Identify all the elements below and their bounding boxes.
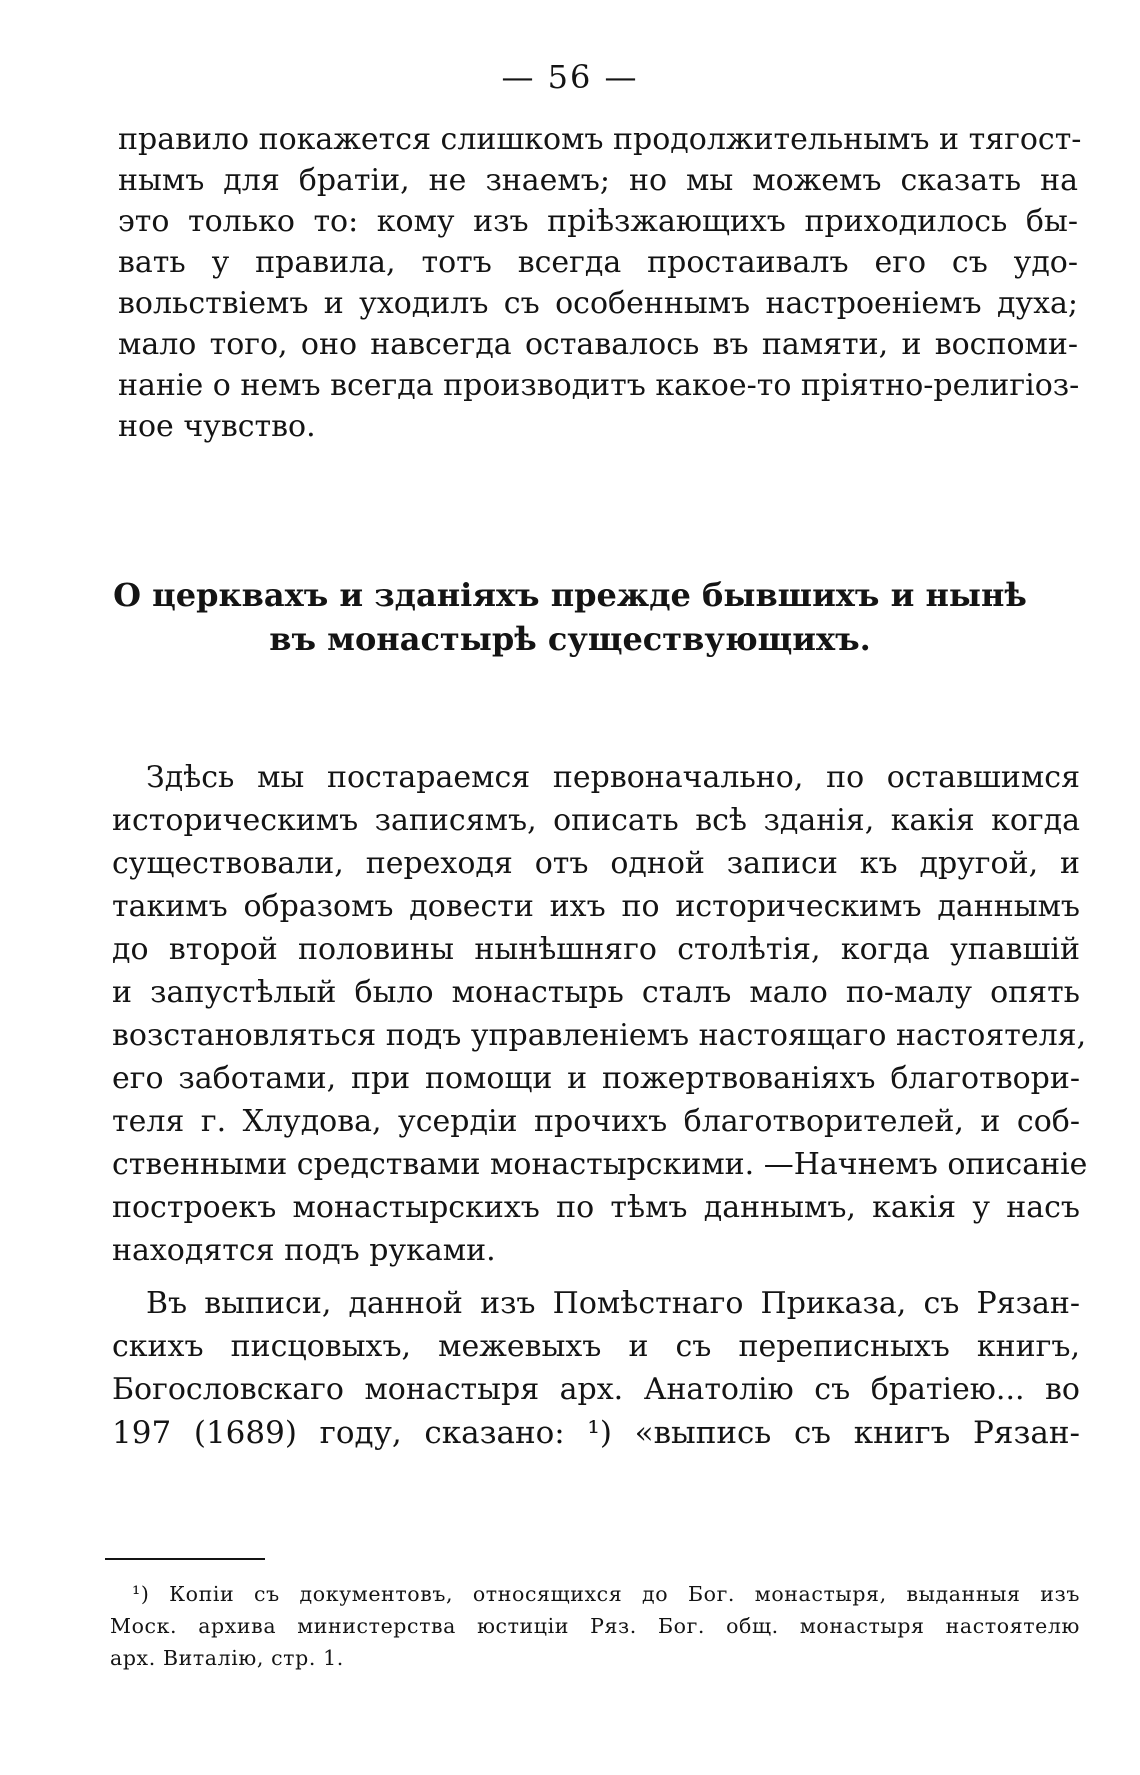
text-line: нымъ для братіи, не знаемъ; но мы можемъ сказать на [118,163,1078,198]
text-line: Здѣсь мы постараемся первоначально, по оставшимся [146,760,1080,795]
text-line: вать у правила, тотъ всегда простаивалъ его съ удо- [118,245,1078,280]
text-line: находятся подъ руками. [112,1233,496,1268]
text-line: скихъ писцовыхъ, межевыхъ и съ переписныхъ книгъ, [112,1329,1080,1364]
heading-line: О церквахъ и зданіяхъ прежде бывшихъ и нынѣ [113,576,1027,614]
text-line: мало того, оно навсегда оставалось въ памяти, и воспоми- [118,327,1078,362]
text-line: до второй половины нынѣшняго столѣтія, когда упавшій [112,932,1080,967]
text-line: его заботами, при помощи и пожертвованіяхъ благотвори- [112,1061,1080,1096]
footnote-line: ¹) Копіи съ документовъ, относящихся до Бог. монастыря, выданныя изъ [132,1582,1080,1606]
text-line: и запустѣлый было монастырь сталъ мало по-малу опять [112,975,1080,1010]
footnote-line: арх. Виталію, стр. 1. [110,1646,344,1670]
footnote-divider [105,1558,265,1560]
heading-line: въ монастырѣ существующихъ. [269,620,871,658]
text-line: вольствіемъ и уходилъ съ особеннымъ настроеніемъ духа; [118,286,1078,321]
text-line: ное чувство. [118,409,316,444]
text-line: построекъ монастырскихъ по тѣмъ даннымъ, какія у насъ [112,1190,1080,1225]
text-line: такимъ образомъ довести ихъ по историческимъ даннымъ [112,889,1080,924]
footnote-line: Моск. архива министерства юстиціи Ряз. Бог. общ. монастыря настоятелю [110,1614,1080,1638]
text-line: существовали, переходя отъ одной записи къ другой, и [112,846,1080,881]
text-line: теля г. Хлудова, усердіи прочихъ благотворителей, и соб- [112,1104,1080,1139]
text-line: это только то: кому изъ пріѣзжающихъ приходилось бы- [118,204,1078,239]
text-line: правило покажется слишкомъ продолжительнымъ и тягост- [118,122,1082,157]
text-line: ственными средствами монастырскими. —Начнемъ описаніе [112,1147,1088,1182]
text-line: наніе о немъ всегда производитъ какое-то пріятно-религіоз- [118,368,1080,403]
text-line: Богословскаго монастыря арх. Анатолію съ братіею... во [112,1372,1080,1407]
page-number: — 56 — [501,58,639,96]
text-line: 197 (1689) году, сказано: ¹) «выпись съ книгъ Рязан- [112,1415,1080,1451]
text-line: историческимъ записямъ, описать всѣ зданія, какія когда [112,803,1080,838]
text-line: Въ выписи, данной изъ Помѣстнаго Приказа, съ Рязан- [146,1286,1080,1321]
text-line: возстановляться подъ управленіемъ настоящаго настоятеля, [112,1018,1087,1053]
